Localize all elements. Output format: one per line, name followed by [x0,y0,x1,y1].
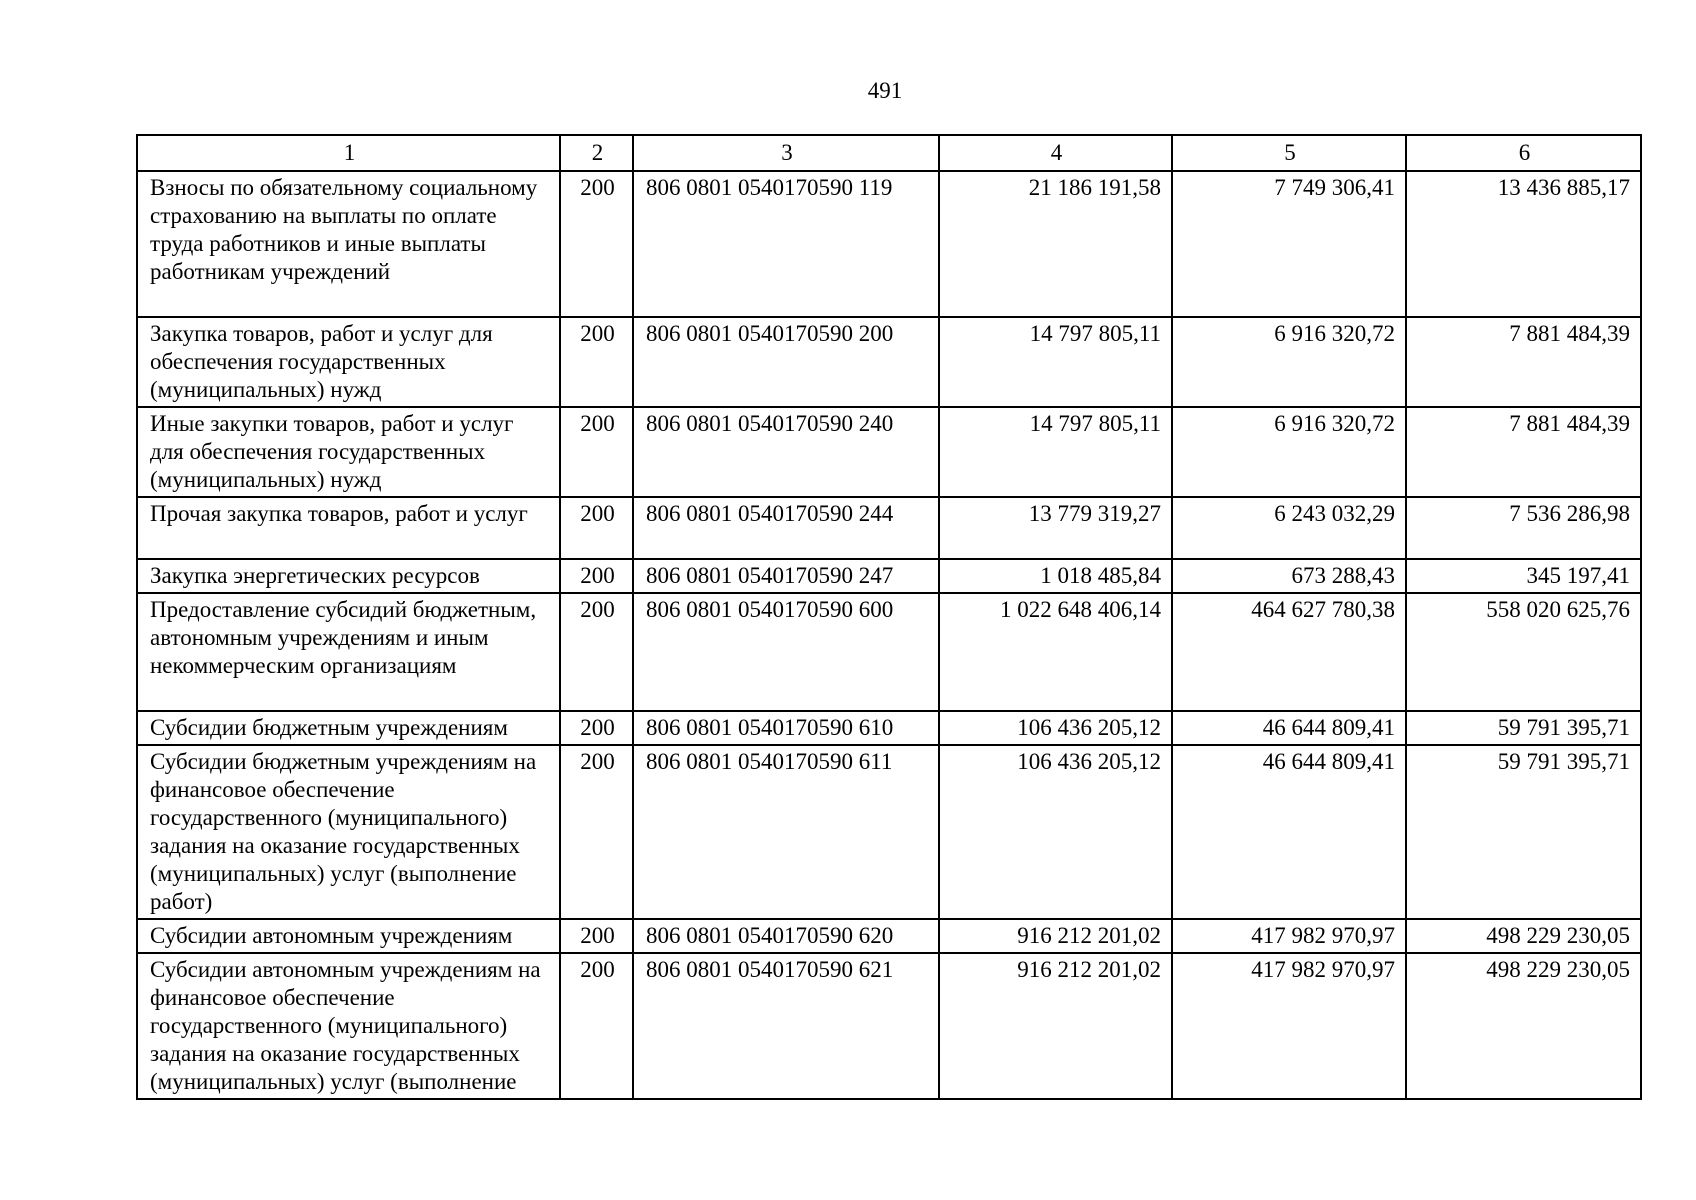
row-executed: 464 627 780,38 [1172,593,1406,711]
row-unexecuted: 345 197,41 [1406,559,1641,593]
row-approved: 1 022 648 406,14 [939,593,1172,711]
row-unexecuted: 7 881 484,39 [1406,407,1641,497]
row-approved: 14 797 805,11 [939,407,1172,497]
row-approved: 13 779 319,27 [939,497,1172,559]
row-name: Иные закупки товаров, работ и услуг для обеспечения государственных (муниципальных) нужд [137,407,560,497]
row-unexecuted: 7 536 286,98 [1406,497,1641,559]
table-row [137,919,1641,953]
row-unexecuted: 7 881 484,39 [1406,317,1641,407]
row-classification-code: 806 0801 0540170590 611 [633,745,939,919]
row-unexecuted: 498 229 230,05 [1406,919,1641,953]
column-header: 2 [560,135,633,171]
row-line-code: 200 [560,953,633,1099]
row-executed: 6 243 032,29 [1172,497,1406,559]
budget-table [136,134,1642,1100]
row-executed: 7 749 306,41 [1172,171,1406,317]
row-name: Прочая закупка товаров, работ и услуг [137,497,560,559]
row-line-code: 200 [560,559,633,593]
table-header-row [137,135,1641,171]
table-row [137,953,1641,1099]
row-unexecuted: 558 020 625,76 [1406,593,1641,711]
row-name: Субсидии автономным учреждениям на финансовое обеспечение государственного (муниципального) задания на оказание государственных (муниципальных) услуг (выполнение [137,953,560,1099]
row-line-code: 200 [560,497,633,559]
table-row [137,171,1641,317]
row-approved: 106 436 205,12 [939,745,1172,919]
column-header: 1 [137,135,560,171]
row-unexecuted: 59 791 395,71 [1406,745,1641,919]
row-classification-code: 806 0801 0540170590 610 [633,711,939,745]
page-number: 491 [867,78,903,103]
row-executed: 6 916 320,72 [1172,407,1406,497]
column-header: 3 [633,135,939,171]
row-line-code: 200 [560,171,633,317]
row-executed: 417 982 970,97 [1172,953,1406,1099]
row-classification-code: 806 0801 0540170590 244 [633,497,939,559]
column-header: 4 [939,135,1172,171]
row-executed: 46 644 809,41 [1172,711,1406,745]
table-row [137,317,1641,407]
row-name: Предоставление субсидий бюджетным, автономным учреждениям и иным некоммерческим организациям [137,593,560,711]
row-name: Субсидии автономным учреждениям [137,919,560,953]
row-approved: 106 436 205,12 [939,711,1172,745]
row-classification-code: 806 0801 0540170590 247 [633,559,939,593]
row-classification-code: 806 0801 0540170590 620 [633,919,939,953]
row-name: Закупка товаров, работ и услуг для обеспечения государственных (муниципальных) нужд [137,317,560,407]
column-header: 6 [1406,135,1641,171]
row-approved: 916 212 201,02 [939,919,1172,953]
row-line-code: 200 [560,711,633,745]
row-executed: 417 982 970,97 [1172,919,1406,953]
table-row [137,711,1641,745]
row-unexecuted: 59 791 395,71 [1406,711,1641,745]
row-classification-code: 806 0801 0540170590 240 [633,407,939,497]
row-approved: 916 212 201,02 [939,953,1172,1099]
row-name: Взносы по обязательному социальному страхованию на выплаты по оплате труда работников и иные выплаты работникам учреждений [137,171,560,317]
row-executed: 46 644 809,41 [1172,745,1406,919]
row-line-code: 200 [560,317,633,407]
row-unexecuted: 13 436 885,17 [1406,171,1641,317]
row-executed: 673 288,43 [1172,559,1406,593]
row-line-code: 200 [560,745,633,919]
row-line-code: 200 [560,593,633,711]
row-name: Закупка энергетических ресурсов [137,559,560,593]
row-unexecuted: 498 229 230,05 [1406,953,1641,1099]
row-classification-code: 806 0801 0540170590 119 [633,171,939,317]
row-classification-code: 806 0801 0540170590 200 [633,317,939,407]
row-name: Субсидии бюджетным учреждениям [137,711,560,745]
column-header: 5 [1172,135,1406,171]
row-line-code: 200 [560,407,633,497]
row-classification-code: 806 0801 0540170590 600 [633,593,939,711]
row-approved: 21 186 191,58 [939,171,1172,317]
row-classification-code: 806 0801 0540170590 621 [633,953,939,1099]
table-row [137,559,1641,593]
table-row [137,593,1641,711]
table-row [137,407,1641,497]
table-row [137,497,1641,559]
row-approved: 1 018 485,84 [939,559,1172,593]
row-line-code: 200 [560,919,633,953]
row-executed: 6 916 320,72 [1172,317,1406,407]
row-approved: 14 797 805,11 [939,317,1172,407]
row-name: Субсидии бюджетным учреждениям на финансовое обеспечение государственного (муниципального) задания на оказание государственных (муниципальных) услуг (выполнение работ) [137,745,560,919]
table-row [137,745,1641,919]
